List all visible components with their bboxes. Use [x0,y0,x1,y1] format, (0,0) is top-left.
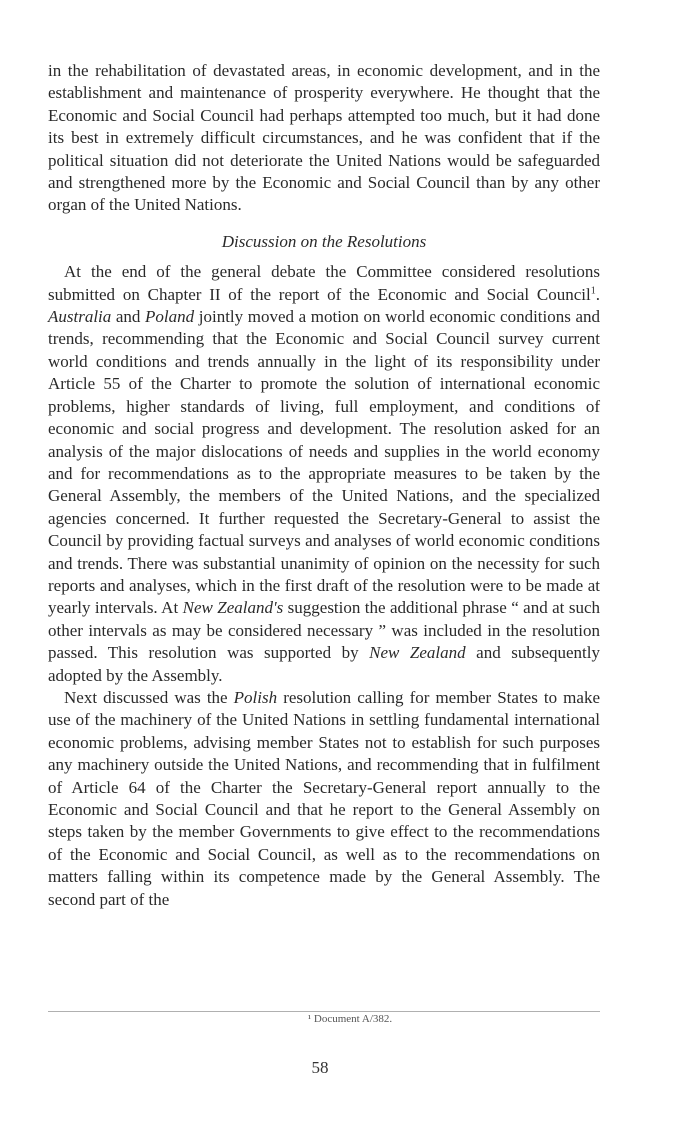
country-new-zealand: New Zealand [369,643,466,663]
text-run: suggestion the additional phrase “ and at such other intervals as may be considered necessary ” was included in the resolution passed. This resolution was supported by [48,598,600,663]
page-body [48,60,600,911]
country-polish: Polish [233,687,278,707]
footnote-divider [48,1011,600,1012]
footnote: ¹ Document A/382. [307,1013,393,1025]
text-run: resolution calling for member States to make use of the machinery of the United Nations in settling fundamental international economic problems, advising member States not to establish for such purposes any machinery outside the United Nations, and recommending that in fulfilment of Article 64 of the Charter the Secretary-General report annually to the Economic and Social Council and that he report to the General Assembly on steps taken by the member Governments to give effect to the recommendations of the Economic and Social Council, as well as to the recommendations on matters falling within its competence made by the General Assembly. The second part of the [48,687,600,909]
country-poland: Poland [145,307,195,327]
text-run: Next discussed was the [64,687,234,707]
text-run: At the end of the general debate the Committee considered resolutions submitted on Chapter II of the report of the Economic and Social Council [48,262,600,304]
paragraph-resolutions [48,261,600,687]
text-run: jointly moved a motion on world economic conditions and trends, recommending that the Economic and Social Council survey current world conditions and trends annually in the light of its responsibility under Article 55 of the Charter to promote the solution of international economic problems, higher standards of living, full employment, and conditions of economic and social progress and development. The resolution asked for an analysis of the major dislocations of needs and supplies in the world economy and for recommendations as to the appropriate measures to be taken by the General Assembly, the members of the United Nations, and the specialized agencies concerned. It further requested the Secretary-General to assist the Council by providing factual surveys and analyses of world economic conditions and trends. There was substantial unanimity of opinion on the necessity for such reports and analyses, which in the first draft of the resolution were to be made at yearly intervals. At [48,307,601,618]
section-heading: Discussion on the Resolutions [221,231,427,251]
country-new-zealand: New Zealand's [182,598,284,618]
footnote-marker: 1 [590,285,596,296]
page-number: 58 [311,1058,329,1077]
text-run: . [595,284,600,304]
country-australia: Australia [48,307,112,327]
text-run: and [111,307,146,327]
paragraph-continuation: in the rehabilitation of devastated areas, in economic development, and in the establishment and maintenance of prosperity everywhere. He thought that the Economic and Social Council had perhaps attempted too much, but it had done its best in extremely difficult circumstances, and he was confident that if the political situation did not deteriorate the United Nations would be safeguarded and strengthened more by the Economic and Social Council than by any other organ of the United Nations. [48,61,600,215]
paragraph-polish-resolution [48,687,600,911]
text-run: and subsequently adopted by the Assembly. [48,643,600,685]
